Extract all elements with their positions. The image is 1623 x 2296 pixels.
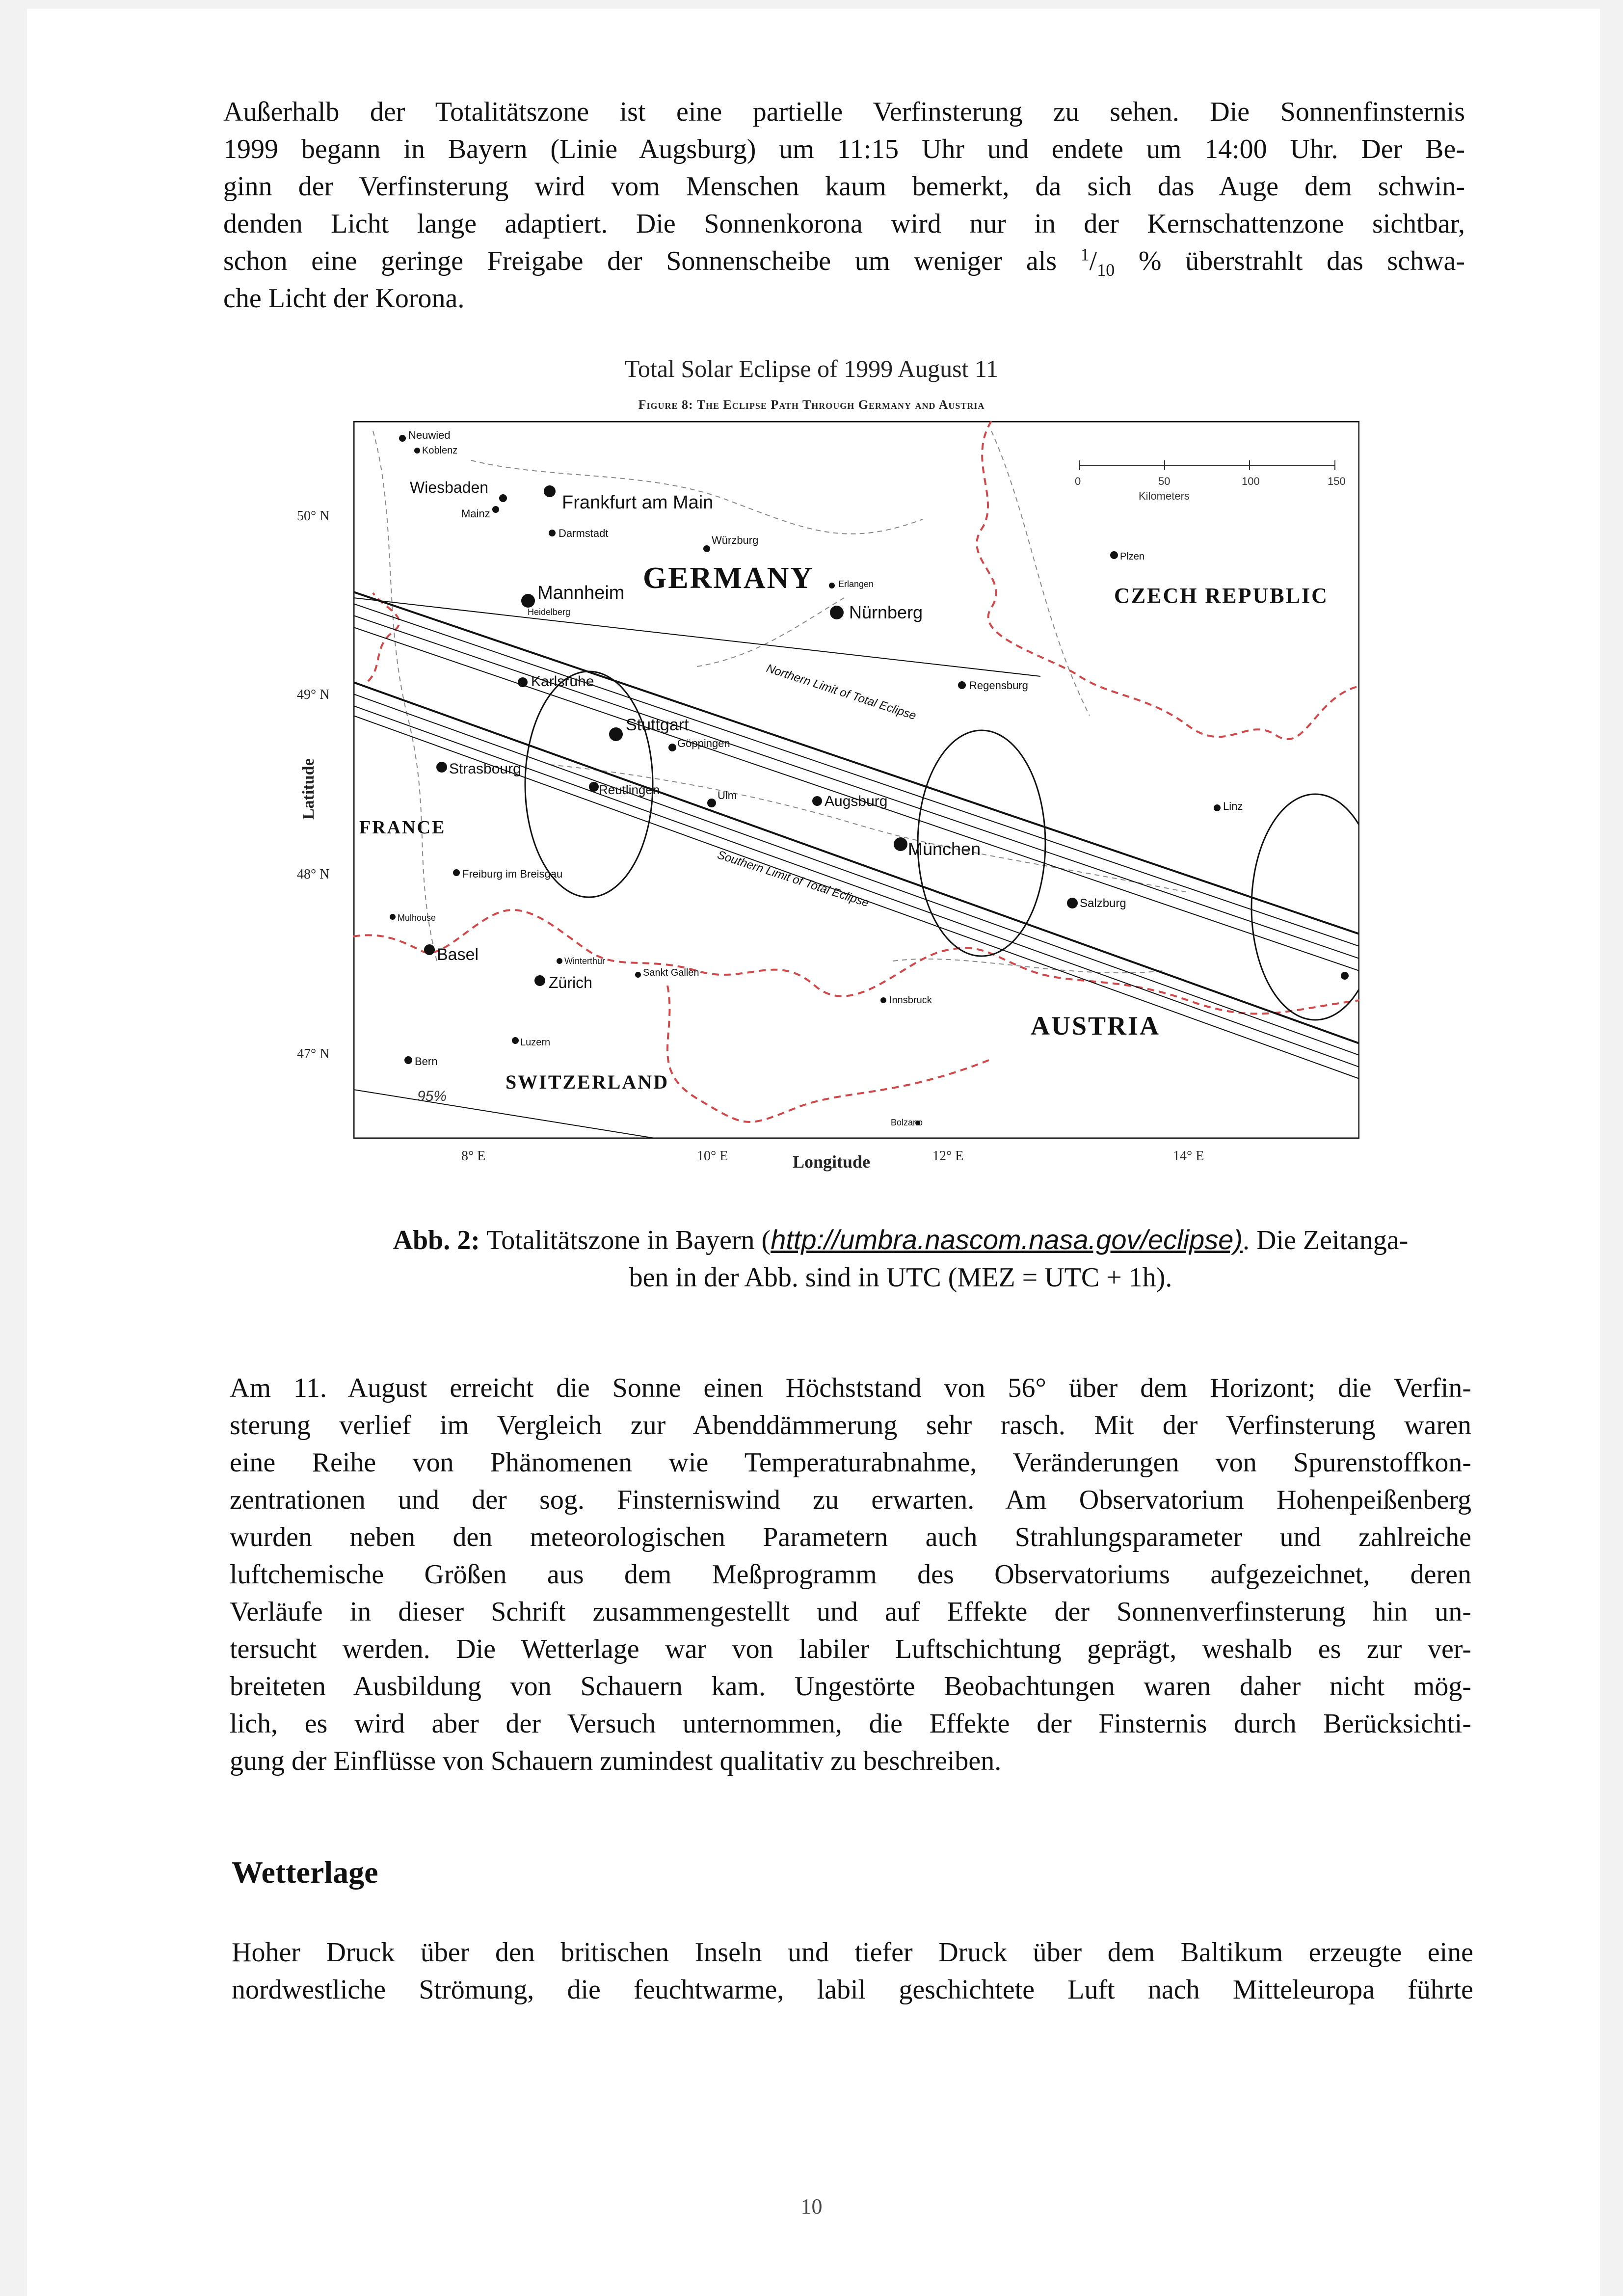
caption-link[interactable]: http://umbra.nascom.nasa.gov/eclipse)	[771, 1224, 1243, 1255]
country-label-czech: CZECH REPUBLIC	[1114, 584, 1329, 608]
city-dot	[518, 677, 528, 687]
city-label: Strasbourg	[449, 761, 521, 777]
paragraph-line: ginn der Verfinsterung wird vom Menschen kaum bemerkt, da sich das Auge dem schwin-	[223, 171, 1465, 202]
caption-line: ben in der Abb. sind in UTC (MEZ = UTC + 1h).	[629, 1262, 1172, 1293]
paragraph-line: Außerhalb der Totalitätszone ist eine partielle Verfinsterung zu sehen. Die Sonnenfinsternis	[223, 97, 1465, 127]
paragraph-intro	[223, 93, 1465, 317]
city-dot	[492, 506, 499, 513]
city-label: Basel	[437, 945, 479, 964]
caption-line	[339, 1221, 1463, 1259]
figure-subtitle: Figure 8: The Eclipse Path Through Germany and Austria	[638, 398, 985, 412]
x-tick-label: 12° E	[932, 1148, 964, 1164]
city-label: Bolzano	[891, 1118, 923, 1127]
city-dot	[544, 485, 556, 497]
city-label: Koblenz	[422, 445, 458, 456]
map-frame	[353, 421, 1359, 1139]
paragraph-main	[230, 1369, 1471, 1780]
city-dot	[399, 435, 406, 442]
x-tick-label: 10° E	[697, 1148, 728, 1164]
city-label: Bern	[415, 1055, 438, 1068]
city-dot	[830, 606, 844, 619]
city-label: Göppingen	[677, 737, 730, 749]
scale-tick-label: 50	[1158, 475, 1171, 487]
southern-limit-label: Southern Limit of Total Eclipse	[716, 848, 871, 910]
paragraph-line: lich, es wird aber der Versuch unternommen, die Effekte der Finsternis durch Berücksichti-	[230, 1709, 1471, 1739]
city-label: Nürnberg	[849, 602, 923, 622]
y-tick-label: 48° N	[297, 867, 330, 882]
city-label: Karlsruhe	[531, 673, 594, 690]
caption-text: Totalitätszone in Bayern (	[479, 1225, 771, 1255]
scale-tick-label: 100	[1242, 475, 1260, 487]
city-dot	[703, 545, 710, 552]
city-dot	[707, 799, 716, 807]
y-tick-label: 50° N	[297, 508, 330, 524]
section-heading: Wetterlage	[232, 1855, 378, 1890]
city-dot	[829, 583, 835, 588]
city-dot	[1067, 898, 1078, 908]
city-label: Salzburg	[1080, 897, 1126, 910]
figure-caption	[339, 1221, 1463, 1296]
city-dot	[958, 681, 966, 689]
city-label: Wiesbaden	[410, 479, 489, 496]
eclipse-map	[353, 421, 1359, 1139]
city-label: Mulhouse	[398, 913, 436, 923]
paragraph-line: nordwestliche Strömung, die feuchtwarme, labil geschichtete Luft nach Mitteleuropa führte	[232, 1975, 1473, 2005]
x-tick-label: 14° E	[1173, 1148, 1204, 1164]
city-label: Stuttgart	[626, 716, 689, 734]
city-dot	[436, 762, 447, 773]
city-label: Ulm	[718, 789, 737, 801]
paragraph-line: che Licht der Korona.	[223, 283, 465, 314]
city-dot	[390, 914, 396, 920]
city-dot	[668, 744, 676, 751]
city-dot	[453, 869, 460, 876]
city-dot	[635, 972, 641, 978]
city-label: Augsburg	[825, 793, 888, 809]
city-dot	[1110, 551, 1118, 559]
paragraph-line: Verläufe in dieser Schrift zusammengestellt und auf Effekte der Sonnenverfinsterung hin un-	[230, 1597, 1471, 1627]
city-label: München	[908, 839, 981, 859]
city-label: Plzen	[1120, 551, 1145, 562]
city-label: Linz	[1223, 800, 1243, 812]
paragraph-line: Am 11. August erreicht die Sonne einen Höchststand von 56° über dem Horizont; die Verfin-	[230, 1373, 1471, 1403]
city-label: Zürich	[549, 974, 592, 991]
city-dot	[894, 837, 907, 851]
y-tick-label: 49° N	[297, 687, 330, 702]
paragraph-line: Hoher Druck über den britischen Inseln und tiefer Druck über dem Baltikum erzeugte eine	[232, 1937, 1473, 1968]
city-label: Winterthur	[564, 956, 606, 966]
city-dot	[404, 1056, 412, 1064]
fraction-numerator: 1	[1080, 244, 1090, 265]
paragraph-line: sterung verlief im Vergleich zur Abenddämmerung sehr rasch. Mit der Verfinsterung waren	[230, 1410, 1471, 1441]
city-label: Mannheim	[537, 583, 625, 603]
city-dot	[414, 448, 420, 454]
city-label: Reutlingen	[599, 782, 660, 797]
country-label-germany: GERMANY	[643, 561, 814, 595]
city-dot	[424, 944, 435, 955]
paragraph-line: tersucht werden. Die Wetterlage war von labiler Luftschichtung geprägt, weshalb es zur ver-	[230, 1634, 1471, 1664]
country-label-switzerland: SWITZERLAND	[506, 1071, 669, 1093]
city-label: Regensburg	[969, 679, 1028, 692]
line-text: schon eine geringe Freigabe der Sonnenscheibe um weniger als	[223, 246, 1081, 276]
city-label: Sankt Gallen	[643, 967, 699, 978]
paragraph-line: breiteten Ausbildung von Schauern kam. Ungestörte Beobachtungen waren daher nicht mög-	[230, 1671, 1471, 1702]
isoline-label: 95%	[417, 1088, 447, 1104]
paragraph-line: luftchemische Größen aus dem Meßprogramm des Observatoriums aufgezeichnet, deren	[230, 1559, 1471, 1590]
city-label: Mainz	[461, 507, 490, 520]
city-label: Würzburg	[712, 534, 759, 546]
city-dot	[1341, 972, 1349, 980]
country-label-france: FRANCE	[359, 817, 446, 838]
city-dot	[521, 594, 535, 608]
city-label: Neuwied	[408, 429, 451, 441]
city-label: Luzern	[520, 1037, 551, 1048]
y-tick-label: 47° N	[297, 1046, 330, 1062]
city-dot	[499, 494, 507, 502]
city-label: Innsbruck	[889, 995, 932, 1006]
scale-tick-label: 150	[1328, 475, 1346, 487]
city-dot	[534, 975, 545, 986]
scale-tick-label: 0	[1075, 475, 1081, 487]
city-dot	[589, 782, 599, 792]
paragraph-line: eine Reihe von Phänomenen wie Temperaturabnahme, Veränderungen von Spurenstoffkon-	[230, 1447, 1471, 1478]
city-label: Darmstadt	[559, 527, 609, 539]
city-label: Freiburg im Breisgau	[462, 868, 563, 880]
paragraph-line: 1999 begann in Bayern (Linie Augsburg) um 11:15 Uhr und endete um 14:00 Uhr. Der Be-	[223, 134, 1465, 164]
paragraph-line: gung der Einflüsse von Schauern zumindest qualitativ zu beschreiben.	[230, 1746, 1002, 1776]
fraction-denominator: 10	[1097, 260, 1115, 280]
city-dot	[557, 958, 562, 964]
city-dot	[549, 530, 556, 536]
caption-label: Abb. 2:	[393, 1225, 480, 1255]
city-label: Frankfurt am Main	[562, 492, 714, 513]
city-label: Heidelberg	[528, 607, 571, 617]
paragraph-line: schon eine geringe Freigabe der Sonnenscheibe um weniger als $^1/_{10}$ % überstrahlt das schwa-	[223, 244, 1465, 280]
paragraph-line: wurden neben den meteorologischen Parametern auch Strahlungsparameter und zahlreiche	[230, 1522, 1471, 1552]
country-label-austria: AUSTRIA	[1031, 1011, 1161, 1041]
scale-label: Kilometers	[1139, 490, 1190, 502]
northern-limit-label: Northern Limit of Total Eclipse	[765, 662, 918, 723]
figure-title: Total Solar Eclipse of 1999 August 11	[624, 355, 999, 382]
city-dot	[880, 997, 886, 1003]
city-dot	[512, 1037, 519, 1044]
page-number: 10	[800, 2194, 823, 2218]
city-dot	[609, 727, 623, 741]
paragraph-line: zentrationen und der sog. Finsterniswind zu erwarten. Am Observatorium Hohenpeißenberg	[230, 1485, 1471, 1515]
x-tick-label: 8° E	[461, 1148, 486, 1164]
y-axis-label: Latitude	[299, 758, 318, 820]
line-text: % überstrahlt das schwa-	[1115, 246, 1465, 276]
city-dot	[1214, 804, 1221, 811]
caption-text: . Die Zeitanga-	[1243, 1225, 1409, 1255]
city-dot	[812, 796, 822, 806]
paragraph-weather	[232, 1934, 1473, 2008]
city-label: Erlangen	[838, 579, 874, 589]
paragraph-line: denden Licht lange adaptiert. Die Sonnenkorona wird nur in der Kernschattenzone sichtbar,	[223, 209, 1465, 239]
x-axis-label: Longitude	[793, 1152, 871, 1172]
